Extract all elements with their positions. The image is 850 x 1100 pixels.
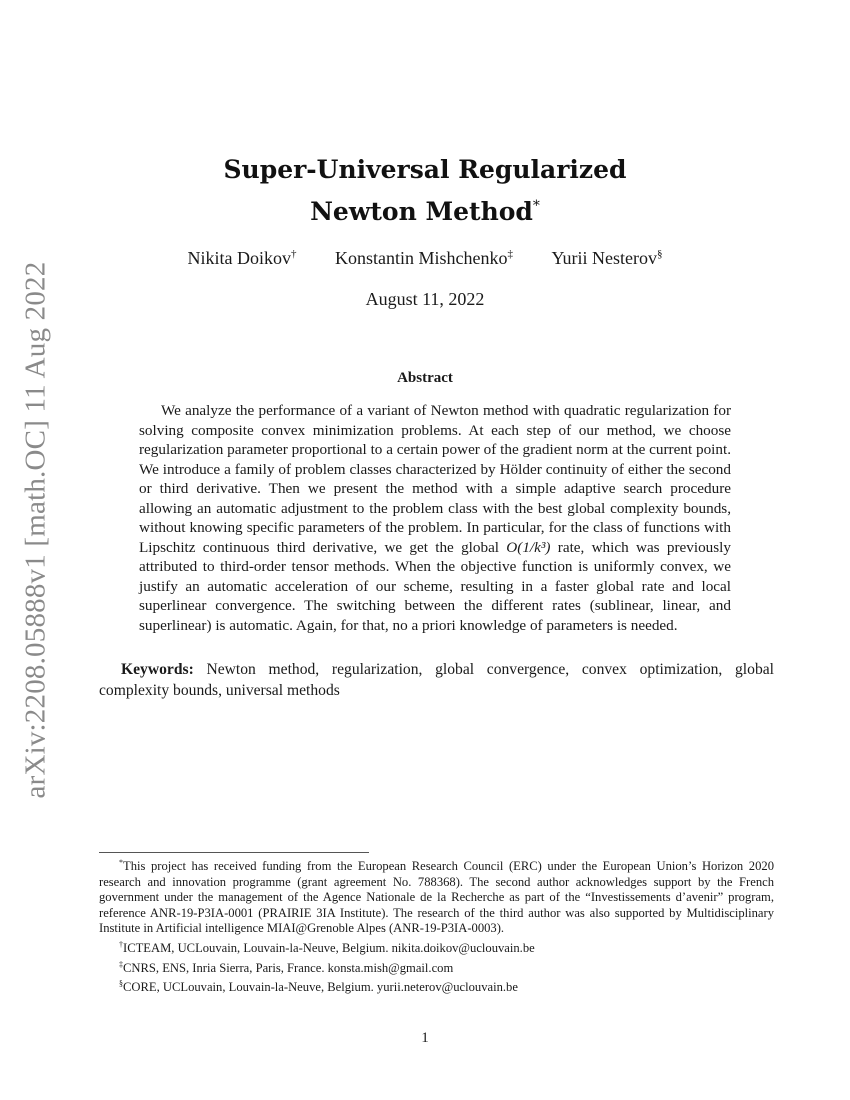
footnote-affiliation-1: †ICTEAM, UCLouvain, Louvain-la-Neuve, Belgium. nikita.doikov@uclouvain.be	[119, 939, 535, 955]
footnotes	[99, 855, 774, 996]
complexity-rate-math: O(1/k³)	[506, 538, 551, 556]
footnote-affiliation-2: ‡CNRS, ENS, Inria Sierra, Paris, France. konsta.mish@gmail.com	[119, 959, 454, 975]
arxiv-identifier-stamp: arXiv:2208.05888v1 [math.OC] 11 Aug 2022	[19, 261, 52, 799]
title-line-1: Super-Universal Regularized	[223, 155, 627, 184]
footnote-divider	[99, 852, 369, 853]
publication-date: August 11, 2022	[365, 289, 485, 309]
author-3: Yurii Nesterov§	[551, 248, 663, 268]
keywords	[99, 659, 774, 701]
abstract-text: We analyze the performance of a variant of Newton method with quadratic regularization for solving composite convex minimization problems. At each step of our method, we choose regularization parameter proportional to a certain power of the gradient norm at the current point. We introduce a family of problem classes characterized by Hölder continuity of either the second or third derivative. Then we present the method with a simple adaptive search procedure allowing an automatic adjustment to the problem class with the best global complexity bounds, without knowing specific parameters of the problem. In particular, for the class of functions with Lipschitz continuous third derivative, we get the global O(1/k³) rate, which was previously attributed to third-order tensor methods. When the objective function is uniformly convex, we justify an automatic acceleration of our scheme, resulting in a faster global rate and local superlinear convergence. The switching between the different rates (sublinear, linear, and superlinear) is automatic. Again, for that, no a priori knowledge of parameters is needed.	[139, 402, 731, 634]
title-line-2: Newton Method*	[310, 197, 540, 226]
abstract-heading: Abstract	[397, 370, 453, 386]
footnote-affiliation-3: §CORE, UCLouvain, Louvain-la-Neuve, Belgium. yurii.neterov@uclouvain.be	[119, 979, 518, 995]
footnote-funding: *This project has received funding from the European Research Council (ERC) under the European Union’s Horizon 2020 research and innovation programme (grant agreement No. 788368). The second author acknowledges support by the French government under the management of the Agence Nationale de la Recherche as part of the “Investissements d’avenir” program, reference ANR-19-P3IA-0001 (PRAIRIE 3IA Institute). The research of the third author was also supported by Multidisciplinary Institute in Artificial intelligence MIAI@Grenoble Alpes (ANR-19-P3IA-0003).	[99, 858, 774, 936]
keywords-text: Newton method, regularization, global convergence, convex optimization, global complexity bounds, universal methods	[99, 661, 774, 699]
paper-title	[0, 152, 850, 230]
author-list	[0, 248, 850, 269]
page-number: 1	[421, 1030, 429, 1046]
author-1: Nikita Doikov†	[187, 248, 297, 268]
keywords-label: Keywords:	[121, 661, 194, 678]
title-footnote-mark: *	[532, 198, 540, 214]
author-2: Konstantin Mishchenko‡	[335, 248, 513, 268]
